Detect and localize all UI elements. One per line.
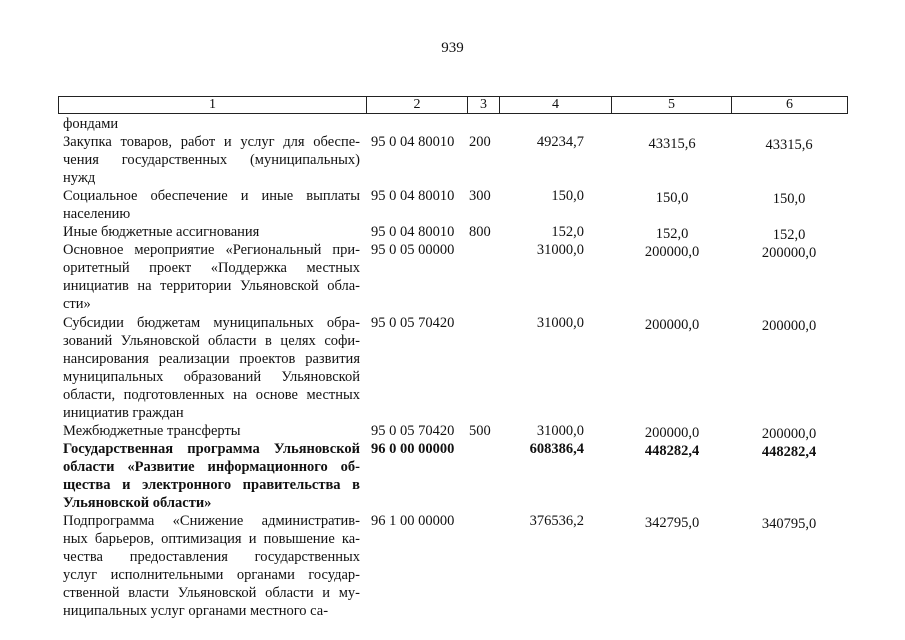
cell-col6: 448282,4 — [761, 443, 817, 460]
row-name-line: Основное мероприятие «Региональный при- — [63, 242, 360, 259]
cell-vr: 500 — [469, 422, 491, 439]
row-name-line: инициатив граждан — [63, 404, 184, 421]
row-name — [63, 512, 360, 620]
cell-csr: 96 1 00 00000 — [371, 513, 455, 530]
row-name-line: области «Развитие информационного об- — [63, 458, 360, 475]
row-name — [63, 133, 360, 187]
row-name-line: Государственная программа Ульяновской — [63, 440, 360, 457]
row-name — [63, 440, 360, 512]
cell-vr: 300 — [469, 188, 491, 205]
column-header-6: 6 — [786, 97, 793, 112]
cell-csr: 95 0 04 80010 — [371, 188, 455, 205]
cell-csr: 95 0 05 00000 — [371, 242, 455, 259]
cell-col4: 49234,7 — [536, 134, 584, 151]
cell-vr: 200 — [469, 134, 491, 151]
column-header-4: 4 — [500, 97, 612, 113]
row-name-line: инициатив на территории Ульяновской обла- — [63, 278, 360, 295]
row-name-line: щества и электронного правительства в — [63, 476, 360, 493]
cell-col4: 31000,0 — [536, 314, 584, 331]
cell-col6: 152,0 — [772, 227, 806, 244]
cell-col6: 200000,0 — [761, 245, 817, 262]
column-header-2: 2 — [367, 97, 468, 113]
row-name-line: ных барьеров, оптимизация и повышение ка- — [63, 531, 360, 548]
row-name-line: оритетный проект «Поддержка местных — [63, 260, 360, 277]
row-name — [63, 241, 360, 313]
cell-col5: 152,0 — [655, 226, 689, 243]
cell-col4: 150,0 — [551, 188, 584, 205]
row-name-line: области, подготовленных на основе местных — [63, 386, 360, 403]
row-name — [63, 314, 360, 422]
cell-vr: 800 — [469, 224, 491, 241]
cell-col5: 200000,0 — [644, 424, 700, 441]
column-header-3: 3 — [468, 97, 500, 113]
row-name-line: чества предоставления государственных — [63, 549, 360, 566]
cell-col5: 200000,0 — [644, 316, 700, 333]
cell-col4: 376536,2 — [529, 513, 584, 530]
column-header-5: 5 — [612, 97, 732, 113]
row-name — [63, 187, 360, 223]
cell-col4: 31000,0 — [536, 422, 584, 439]
row-name — [63, 115, 360, 133]
row-name — [63, 422, 360, 440]
row-name-line: нужд — [63, 170, 96, 187]
row-name-line: сти» — [63, 296, 91, 313]
row-name-line: нансирования реализации проектов развития — [63, 350, 360, 367]
row-name-line: Социальное обеспечение и иные выплаты — [63, 188, 360, 205]
cell-col4: 31000,0 — [536, 242, 584, 259]
row-name-line: Подпрограмма «Снижение административ- — [63, 513, 360, 530]
cell-csr: 95 0 05 70420 — [371, 422, 455, 439]
cell-col6: 340795,0 — [761, 516, 817, 533]
row-name-line: Иные бюджетные ассигнования — [63, 224, 260, 241]
cell-col6: 43315,6 — [765, 137, 813, 154]
cell-col5: 342795,0 — [644, 515, 700, 532]
row-name-line: фондами — [63, 116, 119, 132]
cell-col6: 150,0 — [772, 191, 806, 208]
row-name-line: населению — [63, 206, 131, 223]
row-name-line: Ульяновской области» — [63, 494, 212, 511]
cell-csr: 95 0 04 80010 — [371, 224, 455, 241]
cell-col4: 152,0 — [551, 224, 584, 241]
row-name-line: Закупка товаров, работ и услуг для обеспе- — [63, 134, 360, 151]
cell-col6: 200000,0 — [761, 425, 817, 442]
row-name — [63, 223, 360, 241]
row-name-line: чения государственных (муниципальных) — [63, 152, 360, 169]
cell-csr: 95 0 05 70420 — [371, 314, 455, 331]
row-name-line: Субсидии бюджетам муниципальных обра- — [63, 314, 360, 331]
cell-col6: 200000,0 — [761, 317, 817, 334]
cell-col5: 150,0 — [655, 190, 689, 207]
cell-col5: 448282,4 — [644, 442, 700, 459]
row-name-line: ственной власти Ульяновской области и му- — [63, 585, 360, 602]
cell-col4: 608386,4 — [529, 440, 584, 457]
page-number: 939 — [441, 40, 464, 56]
column-header-1: 1 — [59, 97, 367, 113]
cell-col5: 43315,6 — [648, 136, 696, 153]
row-name-line: Межбюджетные трансферты — [63, 422, 241, 439]
row-name-line: ниципальных услуг органами местного са- — [63, 603, 329, 620]
cell-csr: 95 0 04 80010 — [371, 134, 455, 151]
cell-col5: 200000,0 — [644, 244, 700, 261]
row-name-line: муниципальных образований Ульяновской — [63, 368, 360, 385]
table-header-row — [58, 96, 848, 114]
row-name-line: услуг исполнительными органами государ- — [63, 567, 360, 584]
cell-csr: 96 0 00 00000 — [371, 440, 455, 457]
row-name-line: зований Ульяновской области в целях софи- — [63, 332, 360, 349]
